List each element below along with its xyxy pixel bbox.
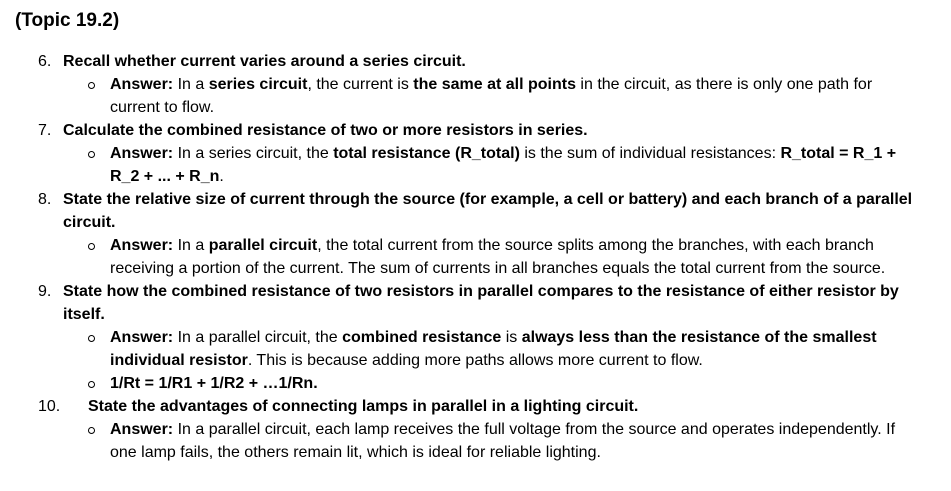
answer-item [110, 326, 910, 372]
question-item [0, 280, 951, 395]
topic-heading: (Topic 19.2) [15, 10, 120, 31]
hollow-bullet-icon [88, 151, 95, 158]
answer-bold-text: Answer: [110, 76, 174, 93]
hollow-bullet-icon [88, 427, 95, 434]
answer-text: . This is because adding more paths allows more current to flow. [247, 352, 703, 369]
hollow-bullet-icon [88, 82, 95, 89]
answer-bold-text: combined resistance [342, 329, 502, 346]
answer-list [0, 326, 951, 395]
answer-bold-text: parallel circuit [208, 237, 318, 254]
answer-item [110, 142, 910, 188]
answer-list [0, 418, 951, 464]
question-item [0, 188, 951, 280]
question-number: 8. [38, 191, 52, 208]
answer-bold-text: Answer: [110, 237, 174, 254]
question-item [0, 50, 951, 119]
answer-text: is the sum of individual resistances: [519, 145, 781, 162]
formula-item [110, 372, 910, 395]
answer-bold-text: Answer: [110, 329, 174, 346]
question-text: State the relative size of current through the source (for example, a cell or battery) and each branch of a parallel circuit. [63, 191, 913, 231]
answer-bold-text: R_total = R_1 + R_2 + ... + R_n [110, 145, 897, 185]
question-text: State how the combined resistance of two resistors in parallel compares to the resistance of either resistor by itself. [63, 283, 899, 323]
question-number: 9. [38, 283, 52, 300]
answer-item [110, 418, 910, 464]
answer-text: is [501, 329, 522, 346]
answer-item [110, 234, 910, 280]
answer-bold-text: series circuit [208, 76, 308, 93]
answer-bold-text: the same at all points [413, 76, 576, 93]
hollow-bullet-icon [88, 381, 95, 388]
answer-list [0, 142, 951, 188]
answer-bold-text: Answer: [110, 145, 174, 162]
question-list [0, 50, 951, 464]
answer-text: , the total current from the source splits among the branches, with each branch receiving a portion of the current. The sum of currents in all branches equals the total current from the source. [110, 237, 886, 277]
question-text: Recall whether current varies around a series circuit. [63, 53, 466, 70]
answer-text: , the current is [307, 76, 414, 93]
answer-bold-text: 1/Rt = 1/R1 + 1/R2 + …1/Rn. [110, 375, 318, 392]
answer-list [0, 73, 951, 119]
question-text: Calculate the combined resistance of two or more resistors in series. [63, 122, 588, 139]
question-number: 7. [38, 122, 52, 139]
answer-text: in the circuit, as there is only one path for current to flow. [110, 76, 873, 116]
question-text: State the advantages of connecting lamps in parallel in a lighting circuit. [88, 398, 639, 415]
answer-text: In a parallel circuit, each lamp receives the full voltage from the source and operates independently. If one lamp fails, the others remain lit, which is ideal for reliable lighting. [110, 421, 896, 461]
question-number: 10. [38, 398, 61, 415]
hollow-bullet-icon [88, 335, 95, 342]
answer-list [0, 234, 951, 280]
answer-item [110, 73, 910, 119]
answer-text: In a parallel circuit, the [173, 329, 343, 346]
answer-bold-text: Answer: [110, 421, 174, 438]
answer-bold-text: total resistance (R_total) [333, 145, 520, 162]
question-item [0, 395, 951, 464]
answer-text: . [219, 168, 224, 185]
answer-text: In a [173, 237, 209, 254]
question-item [0, 119, 951, 188]
answer-text: In a series circuit, the [173, 145, 334, 162]
answer-bold-text: always less than the resistance of the smallest individual resistor [110, 329, 877, 369]
hollow-bullet-icon [88, 243, 95, 250]
question-number: 6. [38, 53, 52, 70]
answer-text: In a [173, 76, 209, 93]
